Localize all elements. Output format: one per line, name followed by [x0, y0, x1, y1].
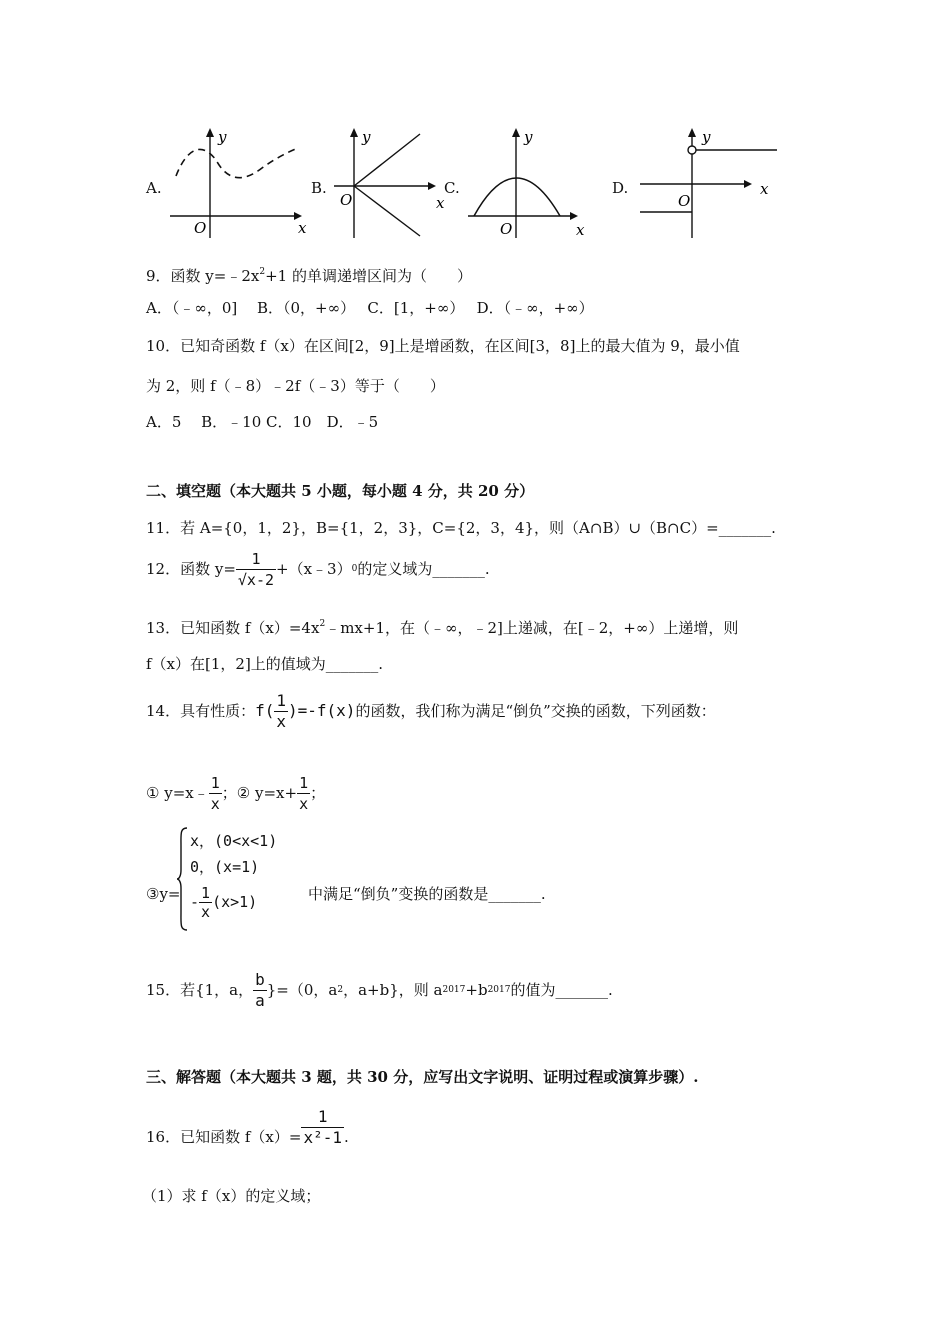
q13-line2: f（x）在[1，2]上的值域为_______. [146, 655, 384, 673]
section2-heading: 二、填空题（本大题共 5 小题，每小题 4 分，共 20 分） [146, 482, 535, 500]
x-arrow-icon [428, 182, 436, 190]
origin-label: O [194, 219, 207, 237]
piecewise-cases [190, 828, 277, 924]
case-3: - $\frac{1}{x}$ (x>1) [190, 883, 258, 921]
open-point-icon [688, 146, 696, 154]
q10-line2: 为 2，则 f（﹣8）﹣2f（﹣3）等于（ ） [146, 377, 445, 395]
y-label: y [218, 128, 227, 146]
origin-label: O [678, 192, 691, 210]
x-label: x [760, 180, 769, 198]
q10-options: A．5 B．﹣10 C．10 D．﹣5 [146, 413, 379, 431]
section3-heading: 三、解答题（本大题共 3 题，共 30 分，应写出文字说明、证明过程或演算步骤）. [146, 1068, 699, 1086]
piecewise-brace [176, 826, 188, 932]
y-label: y [362, 128, 371, 146]
parabola-curve [474, 178, 560, 216]
q16-part1: （1）求 f（x）的定义域； [142, 1187, 321, 1205]
x-label: x [576, 221, 585, 239]
option-d-graph [632, 120, 782, 240]
y-label: y [524, 128, 533, 146]
origin-label: O [500, 220, 513, 238]
q13-line1: 13．已知函数 $f(x)=4x^2﹣mx+1$，在（﹣∞，﹣2]上递减，在[﹣2，+∞）上递增，则 [146, 619, 739, 637]
option-b-label: B. [311, 179, 327, 197]
y-arrow-icon [206, 128, 214, 137]
q9-options: A．（﹣∞，0] B．（0，+∞） C．[1，+∞） D．（﹣∞，+∞） [146, 299, 594, 317]
option-a-graph [166, 120, 308, 240]
lower-ray [354, 186, 420, 236]
case-2: 0，(x=1) [190, 858, 260, 876]
q14-text: 14．具有性质： f( $\frac{1}{x}$ )=-f(x) 的函数，我们称为满足“倒负”交换的函数，下列函数： [146, 690, 716, 731]
q16-text: 16．已知函数 f（x）= $\frac{1}{\text{x²-1}}$ . [146, 1107, 349, 1147]
q11-text: 11．若 A={0，1，2}，B={1，2，3}，C={2，3，4}，则（A∩B）∪（B∩C）=_______. [146, 519, 776, 537]
q16-fraction: $\frac{1}{\text{x²-1}}$ [303, 1107, 342, 1147]
y-arrow-icon [350, 128, 358, 137]
q8-graph-options [0, 110, 950, 250]
x-arrow-icon [744, 180, 752, 188]
q14-item3-label: ③y= [146, 885, 181, 903]
q15-text: 15．若{1，a， $\frac{b}{a}$ }=（0，a 2 ，a+b}，则 a 2017 +b 2017 的值为_______. [146, 969, 613, 1010]
q14-property-formula: f( $\frac{1}{x}$ )=-f(x) [255, 690, 356, 731]
case-1: x，(0<x<1) [190, 832, 278, 850]
y-arrow-icon [512, 128, 520, 137]
x-label: x [436, 194, 445, 212]
y-arrow-icon [688, 128, 696, 137]
q10-line1: 10．已知奇函数 f（x）在区间[2，9]上是增函数，在区间[3，8]上的最大值为 9，最小值 [146, 337, 740, 355]
x-label: x [298, 219, 307, 237]
option-a-label: A. [146, 179, 162, 197]
option-c-graph [464, 120, 592, 240]
y-label: y [702, 128, 711, 146]
option-d-label: D. [612, 179, 629, 197]
option-b-graph [330, 120, 448, 240]
q12-text: 12．函数 y= $\frac{1}{√x-2}$ +（x﹣3） 0 的定义域为_______. [146, 549, 490, 589]
dashed-curve [176, 148, 298, 178]
q12-fraction: $\frac{1}{√x-2}$ [237, 549, 275, 589]
origin-label: O [340, 191, 353, 209]
q9-stem: 9．函数 $y=﹣2x^2+1$ 的单调递增区间为（ ） [146, 267, 472, 285]
q14-items-1-2: ① y=x﹣ $\frac{1}{x}$ ； ② y=x+ $\frac{1}{x}$ ； [146, 773, 326, 813]
x-arrow-icon [570, 212, 578, 220]
option-c-label: C. [444, 179, 460, 197]
q14-tail: 中满足“倒负”变换的函数是_______. [308, 885, 546, 903]
